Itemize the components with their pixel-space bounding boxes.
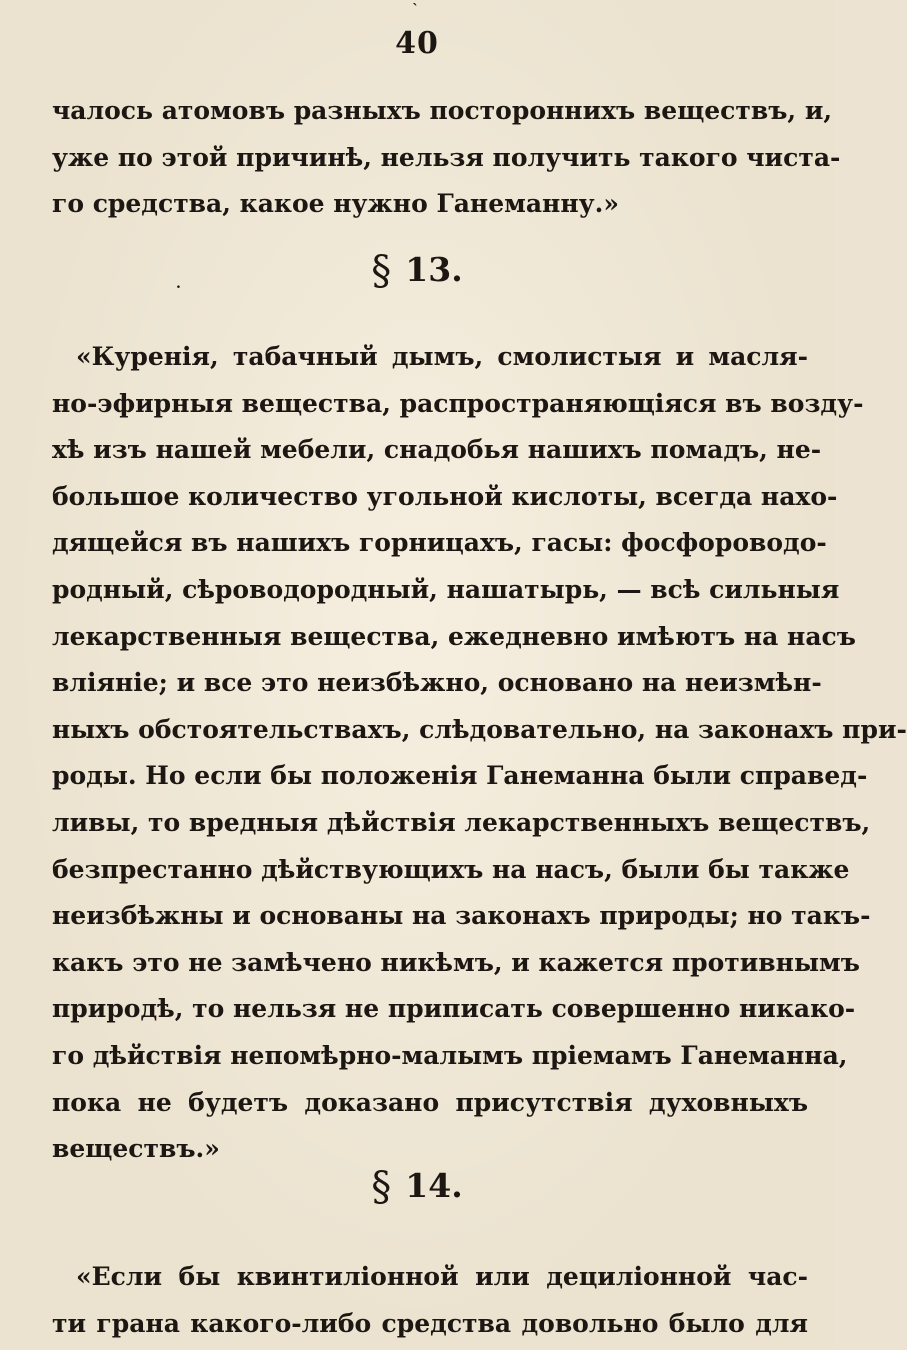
text-line: уже по этой причинѣ, нельзя получить такого чиста- (52, 142, 841, 172)
text-line: веществъ.» (52, 1134, 220, 1164)
section-sign: § (371, 248, 392, 294)
page-number: 40 (395, 26, 439, 61)
text-line: ти грана какого-либо средства довольно было для (52, 1308, 808, 1338)
text-line: неизбѣжны и основаны на законахъ природы; но такъ- (52, 901, 871, 931)
section-sign: § (371, 1164, 392, 1210)
paragraph-section-13 (52, 334, 907, 1173)
text-line: хѣ изъ нашей мебели, снадобья нашихъ помадъ, не- (52, 435, 822, 465)
text-line: родный, сѣроводородный, нашатырь, — всѣ сильныя (52, 574, 840, 604)
ink-mark: ` (412, 2, 419, 18)
text-line: го дѣйствія непомѣрно-малымъ пріемамъ Ганеманна, (52, 1040, 848, 1070)
text-line: «Куренія, табачный дымъ, смолистыя и масля- (76, 342, 808, 371)
text-line: пока не будетъ доказано присутствія духовныхъ (52, 1087, 808, 1117)
text-line: лекарственныя вещества, ежедневно имѣютъ на насъ (52, 621, 856, 651)
section-heading (0, 248, 834, 292)
text-line: большое количество угольной кислоты, всегда нахо- (52, 481, 838, 511)
text-line: природѣ, то нельзя не приписать совершенно никако- (52, 994, 856, 1024)
paragraph-section-14 (52, 1254, 808, 1347)
text-line: роды. Но если бы положенія Ганеманна были справед- (52, 761, 868, 791)
text-line: но-эфирныя вещества, распространяющіяся въ возду- (52, 388, 864, 418)
section-number: 14. (405, 1166, 463, 1205)
text-line: вліяніе; и все это неизбѣжно, основано на неизмѣн- (52, 668, 822, 698)
text-line: чалось атомовъ разныхъ постороннихъ веществъ, и, (52, 96, 833, 125)
ink-mark: . (176, 276, 181, 292)
section-heading (0, 1164, 834, 1208)
text-line: го средства, какое нужно Ганеманну.» (52, 189, 619, 219)
section-number: 13. (405, 250, 463, 289)
text-line: дящейся въ нашихъ горницахъ, гасы: фосфороводо- (52, 528, 827, 558)
text-line: ливы, то вредныя дѣйствія лекарственныхъ веществъ, (52, 807, 871, 837)
text-line: какъ это не замѣчено никѣмъ, и кажется противнымъ (52, 947, 860, 977)
text-line: «Если бы квинтиліонной или дециліонной час- (76, 1262, 808, 1291)
paragraph-continuation (52, 88, 841, 228)
text-line: безпрестанно дѣйствующихъ на насъ, были бы также (52, 854, 850, 884)
text-line: ныхъ обстоятельствахъ, слѣдовательно, на законахъ при- (52, 714, 907, 744)
